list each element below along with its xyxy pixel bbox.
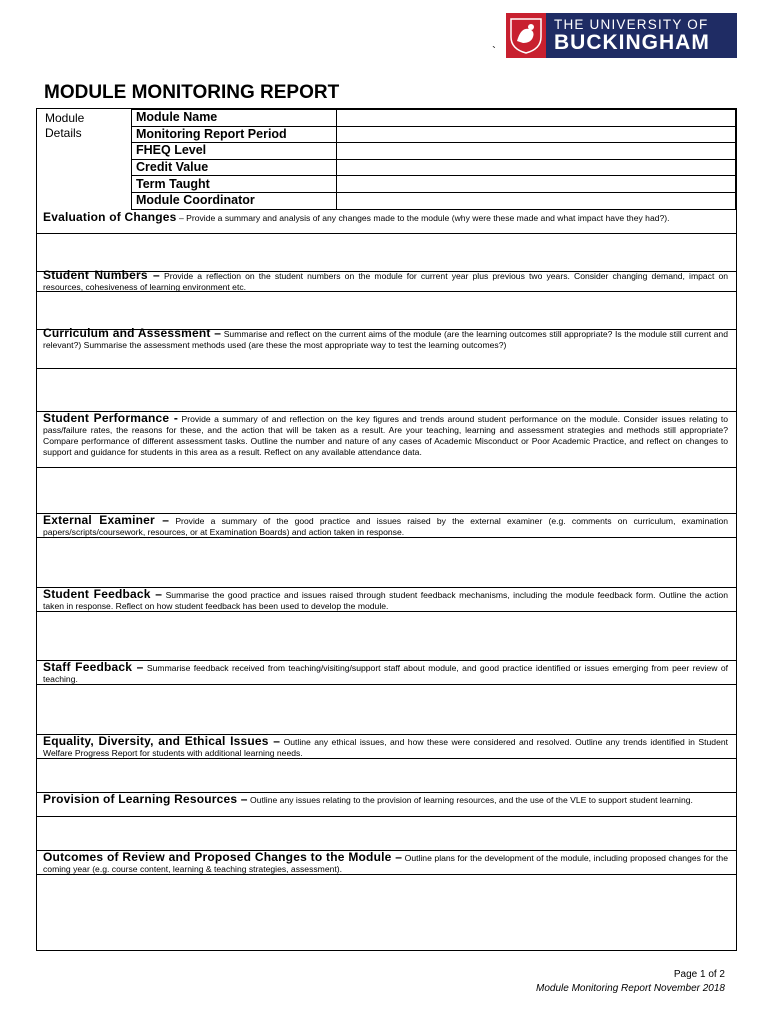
- module-detail-value-field[interactable]: [337, 176, 736, 193]
- section-response-field[interactable]: [37, 611, 736, 661]
- section-instructions: [37, 586, 736, 611]
- module-detail-value-field[interactable]: [337, 126, 736, 143]
- report-section: [37, 849, 736, 978]
- section-heading: Evaluation of Changes: [43, 210, 177, 224]
- section-description: – Provide a summary and analysis of any changes made to the module (why were these made and what impact have they had?).: [178, 213, 670, 223]
- section-heading: Student Numbers –: [43, 268, 160, 282]
- section-heading: Student Performance -: [43, 411, 179, 425]
- section-description: Summarise and reflect on the current aims of the module (are the learning outcomes still appropriate? Is the module still current and relevant?) Summarise the assessment methods used (are these the most appropriate way to test the learning outcomes?): [43, 329, 728, 350]
- section-description: Outline any issues relating to the provision of learning resources, and the use of the VLE to support student learning.: [250, 795, 693, 805]
- section-instructions: [37, 267, 736, 291]
- footer: [536, 968, 725, 996]
- module-detail-row: [132, 159, 736, 176]
- module-detail-row: [132, 143, 736, 160]
- section-instructions: [37, 733, 736, 758]
- section-heading: Student Feedback –: [43, 587, 163, 601]
- report-section: [37, 209, 736, 272]
- section-description: Provide a summary of and reflection on the key figures and trends around student performance on the module. Consider issues relating to pass/failure rates, the reasons for these, and the action that will be taken as a result. Are your teaching, learning and assessment strategies and methods still appropriate? Compare performance of different assessment tasks. Outline the number and nature of any cases of Academic Misconduct or Poor Academic Practice, and reflect on changes to support and guidance for students in this area as a result. Reflect on any available attendance data.: [43, 414, 728, 457]
- module-detail-value-field[interactable]: [337, 159, 736, 176]
- report-form: [36, 108, 737, 951]
- section-response-field[interactable]: [37, 467, 736, 514]
- section-description: Summarise the good practice and issues raised through student feedback mechanisms, including the module feedback form. Outline the action taken in response. Reflect on how student feedback has been used to develop the module.: [43, 590, 728, 611]
- section-heading: Provision of Learning Resources –: [43, 792, 248, 806]
- university-logo: [506, 13, 737, 58]
- section-response-field[interactable]: [37, 537, 736, 588]
- section-heading: Outcomes of Review and Proposed Changes to the Module –: [43, 850, 403, 864]
- section-instructions: [37, 791, 736, 816]
- section-heading: Equality, Diversity, and Ethical Issues –: [43, 734, 281, 748]
- section-instructions: [37, 512, 736, 537]
- report-section: [37, 267, 736, 330]
- module-details-table: [131, 109, 736, 210]
- page-title: MODULE MONITORING REPORT: [44, 82, 340, 103]
- section-heading: Staff Feedback –: [43, 660, 144, 674]
- tick-mark: `: [492, 44, 496, 58]
- section-description: Provide a reflection on the student numbers on the module for current year plus previous two years. Consider changing demand, impact on resources, cohesiveness of learning environment etc.: [43, 271, 729, 292]
- section-response-field[interactable]: [37, 874, 736, 978]
- section-description: Outline any ethical issues, and how these were considered and resolved. Outline any trends identified in Student Welfare Progress Report for students with additional learning needs.: [43, 737, 729, 758]
- section-heading: Curriculum and Assessment –: [43, 326, 222, 340]
- section-description: Provide a summary of the good practice and issues raised by the external examiner (e.g. comments on curriculum, examination papers/scripts/coursework, resources, or at Examination Boards) and action taken in response.: [43, 516, 728, 537]
- section-instructions: [37, 325, 736, 368]
- section-description: Outline plans for the development of the module, including proposed changes for the coming year (e.g. course content, learning & teaching strategies, assessment).: [43, 853, 728, 874]
- report-section: [37, 512, 736, 588]
- module-detail-row: [132, 126, 736, 143]
- section-description: Summarise feedback received from teaching/visiting/support staff about module, and good practice identified or issues emerging from peer review of teaching.: [43, 663, 728, 684]
- module-detail-label: FHEQ Level: [132, 143, 337, 160]
- module-detail-row: [132, 110, 736, 127]
- module-detail-label: Credit Value: [132, 159, 337, 176]
- module-detail-label: Module Name: [132, 110, 337, 127]
- module-detail-label: Term Taught: [132, 176, 337, 193]
- section-response-field[interactable]: [37, 368, 736, 412]
- report-section: [37, 410, 736, 514]
- page-number: Page 1 of 2: [673, 969, 725, 980]
- section-heading: External Examiner –: [43, 513, 170, 527]
- section-response-field[interactable]: [37, 758, 736, 793]
- crest-icon: [506, 13, 546, 58]
- module-detail-value-field[interactable]: [337, 192, 736, 209]
- section-instructions: [37, 209, 736, 233]
- section-instructions: [37, 659, 736, 684]
- report-section: [37, 733, 736, 793]
- section-instructions: [37, 849, 736, 874]
- module-detail-value-field[interactable]: [337, 110, 736, 127]
- report-section: [37, 586, 736, 661]
- module-detail-value-field[interactable]: [337, 143, 736, 160]
- document-info: Module Monitoring Report November 2018: [536, 983, 725, 994]
- section-response-field[interactable]: [37, 684, 736, 735]
- module-detail-label: Monitoring Report Period: [132, 126, 337, 143]
- logo-line-2: BUCKINGHAM: [554, 30, 710, 54]
- report-section: [37, 659, 736, 735]
- module-detail-row: [132, 176, 736, 193]
- section-instructions: [37, 410, 736, 467]
- logo-line-1: THE UNIVERSITY OF: [554, 16, 709, 32]
- report-section: [37, 791, 736, 851]
- section-response-field[interactable]: [37, 816, 736, 851]
- module-detail-label: Module Coordinator: [132, 192, 337, 209]
- module-details-label: Module Details: [45, 111, 85, 140]
- module-detail-row: [132, 192, 736, 209]
- report-section: [37, 325, 736, 412]
